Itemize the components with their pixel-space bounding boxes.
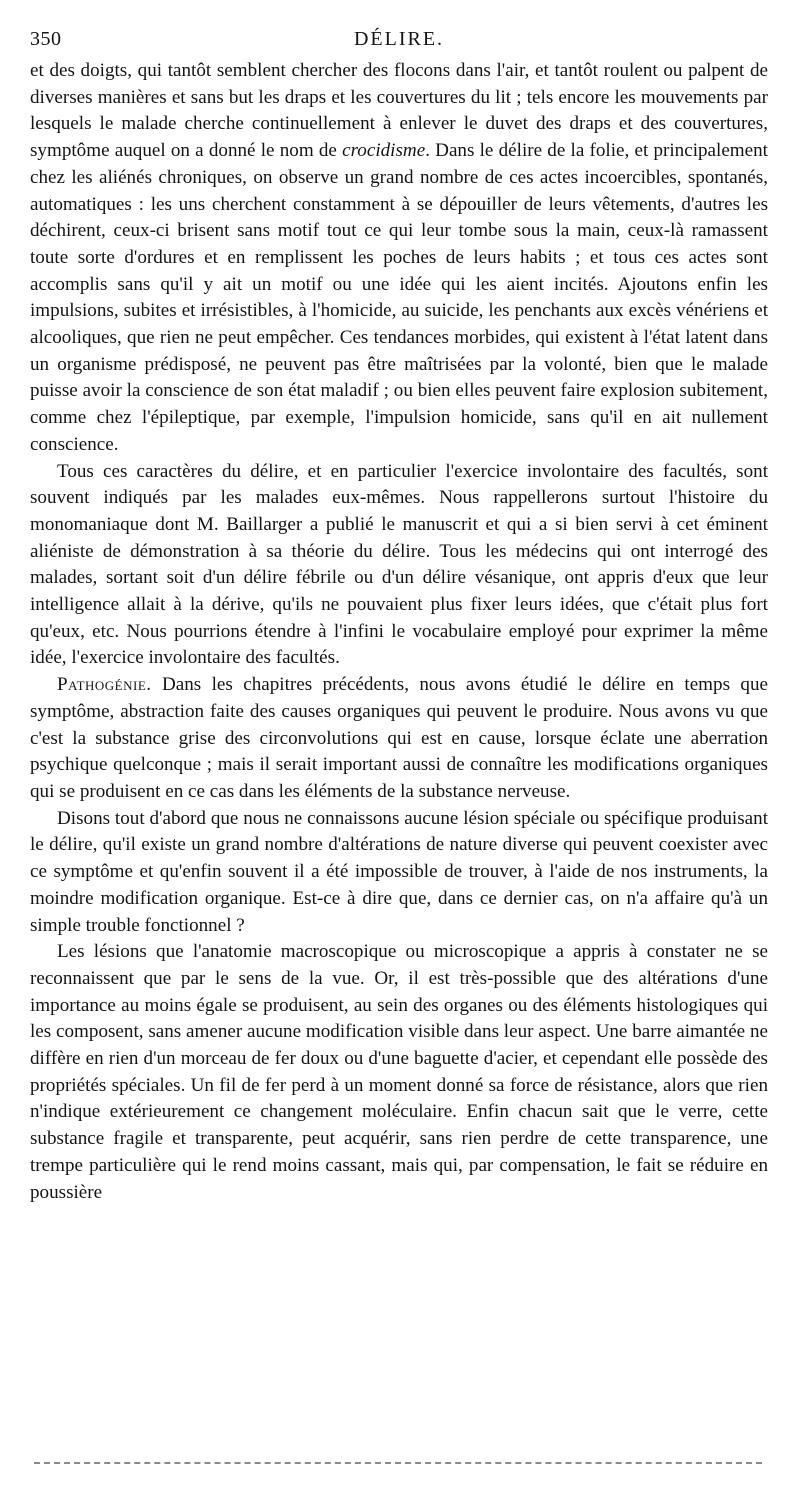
text-run: Disons tout d'abord que nous ne connaissons aucune lésion spéciale ou spécifique produisant le délire, qu'il existe un grand nombre d'altérations de nature diverse qui peuvent coexister avec ce symptôme et qu'enfin souvent il a été impossible de trouver, à l'aide de nos instruments, la moindre modification organique. Est-ce à dire que, dans ce dernier cas, on n'a affaire qu'à un simple trouble fonctionnel ?: [30, 807, 768, 936]
body-text: [30, 58, 768, 1206]
running-title: DÉLIRE.: [353, 28, 445, 50]
page-number: 350: [30, 28, 62, 50]
book-page: [30, 28, 768, 1206]
paragraph-5: [30, 939, 768, 1206]
paragraph-4: [30, 806, 768, 940]
text-run: . Dans le délire de la folie, et principalement chez les aliénés chroniques, on observe un grand nombre de ces actes incoercibles, spontanés, automatiques : les uns cherchent constamment à se dépouiller de leurs vêtements, d'autres les déchirent, ceux-ci brisent sans motif tout ce qui leur tombe sous la main, ceux-là ramassent toute sorte d'ordures et en remplissent les poches de leurs habits ; et tous ces actes sont accomplis sans qu'il y ait un motif ou une idée qui les aient incités. Ajoutons enfin les impulsions, subites et irrésistibles, à l'homicide, au suicide, les penchants aux excès vénériens et alcooliques, que rien ne peut empêcher. Ces tendances morbides, qui existent à l'état latent dans un organisme prédisposé, ne peuvent pas être maîtrisées par la volonté, bien que le malade puisse avoir la conscience de son état maladif ; ou bien elles peuvent faire explosion subitement, comme chez l'épileptique, par exemple, l'impulsion homicide, sans qu'il en ait nullement conscience.: [30, 140, 768, 455]
paragraph-2: [30, 459, 768, 673]
section-lead: Pathogénie.: [57, 674, 152, 696]
page-header: [30, 28, 768, 54]
text-run: et des doigts, qui tantôt semblent chercher des flocons dans l'air, et tantôt roulent ou palpent de diverses manières et sans but les draps et les couvertures du lit ; tels encore les mouvements par lesquels le malade cherche continuellement à enlever le duvet des draps et des couvertures, symptôme auquel on a donné le nom de: [30, 60, 768, 162]
italic-term: crocidisme: [342, 140, 426, 162]
text-run: Dans les chapitres précédents, nous avons étudié le délire en temps que symptôme, abstraction faite des causes organiques qui peuvent le produire. Nous avons vu que c'est la substance grise des circonvolutions qui est en cause, lorsque éclate une aberration psychique quelconque ; mais il serait important aussi de connaître les modifications organiques qui se produisent en ce cas dans les éléments de la substance nerveuse.: [30, 674, 768, 802]
paragraph-3: [30, 672, 768, 806]
paragraph-1: [30, 58, 768, 459]
text-run: Tous ces caractères du délire, et en particulier l'exercice involontaire des facultés, sont souvent indiqués par les malades eux-mêmes. Nous rappellerons surtout l'histoire du monomaniaque dont M. Baillarger a publié le manuscrit et qui a si bien servi à cet éminent aliéniste de démonstration à sa théorie du délire. Tous les médecins qui ont interrogé des malades, sortant soit d'un délire fébrile ou d'un délire vésanique, ont appris d'eux que leur intelligence allait à la dérive, qu'ils ne pouvaient plus fixer leurs idées, que c'était plus fort qu'eux, etc. Nous pourrions étendre à l'infini le vocabulaire employé pour exprimer la même idée, l'exercice involontaire des facultés.: [30, 460, 768, 669]
text-run: Les lésions que l'anatomie macroscopique ou microscopique a appris à constater ne se reconnaissent que par le sens de la vue. Or, il est très-possible que des altérations d'une importance au moins égale se produisent, au sein des organes ou des éléments histologiques qui les composent, sans amener aucune modification visible dans leur aspect. Une barre aimantée ne diffère en rien d'un morceau de fer doux ou d'une baguette d'acier, et cependant elle possède des propriétés spéciales. Un fil de fer perd à un moment donné sa force de résistance, alors que rien n'indique extérieurement ce changement moléculaire. Enfin chacun sait que le verre, cette substance fragile et transparente, peut acquérir, sans rien perdre de cette transparence, une trempe particulière qui le rend moins cassant, mais qui, par compensation, le fait se réduire en poussière: [30, 941, 768, 1203]
footer-divider: [34, 1462, 762, 1464]
